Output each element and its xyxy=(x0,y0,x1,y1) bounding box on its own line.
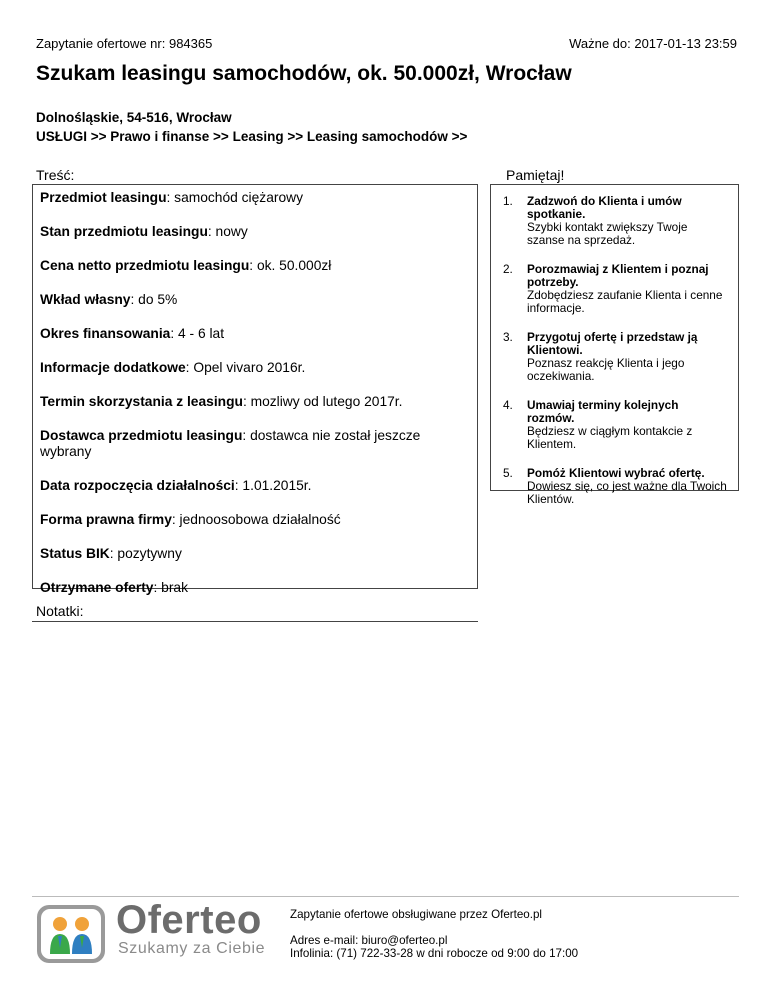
tip-number: 4. xyxy=(503,398,513,412)
logo-tagline: Szukamy za Ciebie xyxy=(118,940,266,957)
field-item xyxy=(40,428,470,460)
field-value: : 4 - 6 lat xyxy=(170,326,225,341)
field-value: : nowy xyxy=(207,224,248,239)
field-label: Otrzymane oferty xyxy=(40,580,154,595)
tip-item xyxy=(503,331,728,383)
field-item xyxy=(40,190,470,206)
field-item xyxy=(40,478,470,494)
tip-item xyxy=(503,467,728,506)
tip-item xyxy=(503,195,728,247)
field-item xyxy=(40,580,470,596)
tip-item xyxy=(503,263,728,315)
valid-until: Ważne do: 2017-01-13 23:59 xyxy=(569,36,737,51)
field-value: : 1.01.2015r. xyxy=(234,478,312,493)
notes-label: Notatki: xyxy=(36,603,84,619)
field-label: Dostawca przedmiotu leasingu xyxy=(40,428,243,443)
tip-text: Zdobędziesz zaufanie Klienta i cenne informacje. xyxy=(527,288,723,315)
field-value: : Opel vivaro 2016r. xyxy=(185,360,306,375)
tip-heading: Pomóż Klientowi wybrać ofertę. xyxy=(527,466,705,480)
tip-text: Będziesz w ciągłym kontakcie z Klientem. xyxy=(527,424,693,451)
tip-heading: Zadzwoń do Klienta i umów spotkanie. xyxy=(527,194,682,221)
category-breadcrumb: USŁUGI >> Prawo i finanse >> Leasing >> Leasing samochodów >> xyxy=(36,129,468,144)
field-item xyxy=(40,512,470,528)
field-item xyxy=(40,360,470,376)
tip-text: Dowiesz się, co jest ważne dla Twoich Klientów. xyxy=(527,479,727,506)
tip-number: 3. xyxy=(503,330,513,344)
request-content-box xyxy=(32,184,478,595)
field-label: Przedmiot leasingu xyxy=(40,190,167,205)
tip-number: 5. xyxy=(503,466,513,480)
field-item xyxy=(40,224,470,240)
field-label: Data rozpoczęcia działalności xyxy=(40,478,235,493)
field-item xyxy=(40,394,470,410)
field-item xyxy=(40,326,470,342)
tip-number: 1. xyxy=(503,194,513,208)
field-value: : jednoosobowa działalność xyxy=(171,512,341,527)
footer-divider xyxy=(32,896,739,897)
field-item xyxy=(40,292,470,308)
field-label: Wkład własny xyxy=(40,292,131,307)
field-item xyxy=(40,258,470,274)
footer-hotline: Infolinia: (71) 722-33-28 w dni robocze od 9:00 do 17:00 xyxy=(290,947,579,960)
field-value: : dostawca nie został jeszcze wybrany xyxy=(40,428,421,459)
footer-contact xyxy=(290,908,578,960)
request-number: Zapytanie ofertowe nr: 984365 xyxy=(36,36,213,51)
tip-text: Szybki kontakt zwiększy Twoje szanse na sprzedaż. xyxy=(527,220,688,247)
field-label: Informacje dodatkowe xyxy=(40,360,186,375)
reminder-label: Pamiętaj! xyxy=(506,167,565,183)
notes-divider xyxy=(32,621,478,622)
field-label: Stan przedmiotu leasingu xyxy=(40,224,208,239)
location: Dolnośląskie, 54-516, Wrocław xyxy=(36,110,232,125)
field-value: : samochód ciężarowy xyxy=(166,190,303,205)
field-label: Cena netto przedmiotu leasingu xyxy=(40,258,250,273)
field-value: : mozliwy od lutego 2017r. xyxy=(242,394,403,409)
field-value: : do 5% xyxy=(130,292,178,307)
tip-item xyxy=(503,399,728,451)
logo-wordmark: Oferteo xyxy=(116,898,262,942)
footer-email: Adres e-mail: biuro@oferteo.pl xyxy=(290,934,448,947)
field-item xyxy=(40,546,470,562)
field-value: : ok. 50.000zł xyxy=(249,258,332,273)
tip-text: Poznasz reakcję Klienta i jego oczekiwania. xyxy=(527,356,685,383)
tip-heading: Porozmawiaj z Klientem i poznaj potrzeby. xyxy=(527,262,709,289)
page-title: Szukam leasingu samochodów, ok. 50.000zł, Wrocław xyxy=(36,62,572,85)
tip-heading: Przygotuj ofertę i przedstaw ją Klientowi. xyxy=(527,330,698,357)
field-value: : pozytywny xyxy=(109,546,182,561)
field-label: Okres finansowania xyxy=(40,326,171,341)
field-value: : brak xyxy=(153,580,188,595)
reminder-tips-box xyxy=(490,184,739,506)
tip-heading: Umawiaj terminy kolejnych rozmów. xyxy=(527,398,679,425)
footer-handled-by: Zapytanie ofertowe obsługiwane przez Oferteo.pl xyxy=(290,908,542,921)
field-label: Status BIK xyxy=(40,546,110,561)
tip-number: 2. xyxy=(503,262,513,276)
field-label: Forma prawna firmy xyxy=(40,512,172,527)
content-label: Treść: xyxy=(36,167,75,183)
field-label: Termin skorzystania z leasingu xyxy=(40,394,243,409)
